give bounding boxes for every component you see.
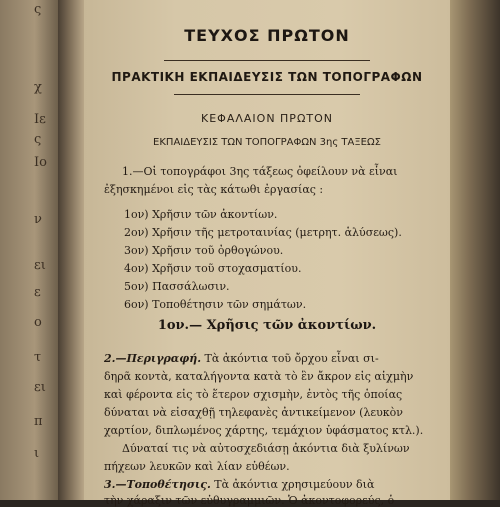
list-item: 6ον) Τοποθέτησιν τῶν σημάτων.: [124, 298, 307, 311]
paragraph-line: ἐξησκημένοι εἰς τὰς κάτωθι ἐργασίας :: [104, 183, 324, 196]
left-page-fragment: π: [34, 414, 43, 429]
book-gutter: [58, 0, 84, 500]
paragraph-line: [104, 478, 438, 491]
left-page-fragment: ε: [34, 285, 41, 300]
list-item: 2ον) Χρῆσιν τῆς μετροταινίας (μετρητ. ἁλύσεως).: [124, 226, 402, 239]
list-item: 5ον) Πασσάλωσιν.: [124, 280, 230, 293]
paragraph-line: πήχεων λευκῶν καὶ λίαν εὐθέων.: [104, 460, 290, 473]
paragraph-text: Τὰ ἀκόντια τοῦ ὄρχου εἶναι σι-: [204, 352, 379, 365]
paragraph-line: δηρᾶ κοντὰ, καταλήγοντα κατὰ τὸ ἓν ἄκρον εἰς αἰχμὴν: [104, 370, 414, 383]
paragraph-line: χαρτίον, διπλωμένος χάρτης, τεμάχιον ὑφάσματος κτλ.).: [104, 424, 424, 437]
title-rule: [164, 60, 370, 61]
subsection-heading: 1ον.— Χρῆσις τῶν ἀκοντίων.: [157, 318, 377, 333]
left-page-fragment: ο: [34, 315, 42, 330]
subtitle-rule: [174, 94, 360, 95]
paragraph-line: τὴν χάραξιν τῶν εὐθυγραμμιῶν. Ὁ ἀκοντοφορεύς, ὁ: [104, 494, 395, 507]
list-item: 4ον) Χρῆσιν τοῦ στοχασματίου.: [124, 262, 302, 275]
left-page-fragment: τ: [34, 350, 42, 365]
left-page-fragment: ι: [34, 446, 40, 461]
left-page-fragment: ει: [34, 258, 46, 273]
left-page-fragment: ς: [34, 2, 42, 17]
left-page-fragment: ς: [34, 132, 42, 147]
section-heading: ΕΚΠΑΙΔΕΥΣΙΣ ΤΩΝ ΤΟΠΟΓΡΑΦΩΝ 3ης ΤΑΞΕΩΣ: [153, 137, 381, 148]
book-page: [84, 0, 450, 507]
left-page-fragment: ν: [34, 212, 42, 227]
right-page-edge: [450, 0, 500, 500]
paragraph-line: 1.—Οἱ τοπογράφοι 3ης τάξεως ὀφείλουν νὰ εἶναι: [122, 165, 398, 178]
paragraph-text: Τὰ ἀκόντια χρησιμεύουν διὰ: [214, 478, 375, 491]
paragraph-line: καὶ φέροντα εἰς τὸ ἕτερον σχισμὴν, ἐντὸς τῆς ὁποίας: [104, 388, 403, 401]
paragraph-line: [104, 352, 438, 365]
left-page-fragment: χ: [34, 80, 42, 95]
paragraph-line: Δύναταί τις νὰ αὐτοσχεδιάσῃ ἀκόντια διὰ ξυλίνων: [122, 442, 410, 455]
list-item: 1ον) Χρῆσιν τῶν ἀκοντίων.: [124, 208, 278, 221]
list-item: 3ον) Χρῆσιν τοῦ ὀρθογώνου.: [124, 244, 284, 257]
left-page-fragment: Ιο: [34, 155, 47, 170]
page-title: ΤΕΥΧΟΣ ΠΡΩΤΟΝ: [184, 26, 350, 45]
left-page-fragment: ει: [34, 380, 46, 395]
paragraph-lead: 2.—Περιγραφή.: [104, 352, 202, 365]
chapter-heading: ΚΕΦΑΛΑΙΟΝ ΠΡΩΤΟΝ: [201, 112, 333, 125]
paragraph-lead: 3.—Τοποθέτησις.: [104, 478, 211, 491]
left-page-edge: [0, 0, 58, 500]
left-page-fragment: Ιε: [34, 112, 46, 127]
page-subtitle: ΠΡΑΚΤΙΚΗ ΕΚΠΑΙΔΕΥΣΙΣ ΤΩΝ ΤΟΠΟΓΡΑΦΩΝ: [111, 70, 423, 84]
paragraph-line: δύναται νὰ εἰσαχθῇ τηλεφανὲς ἀντικείμενον (λευκὸν: [104, 406, 403, 419]
